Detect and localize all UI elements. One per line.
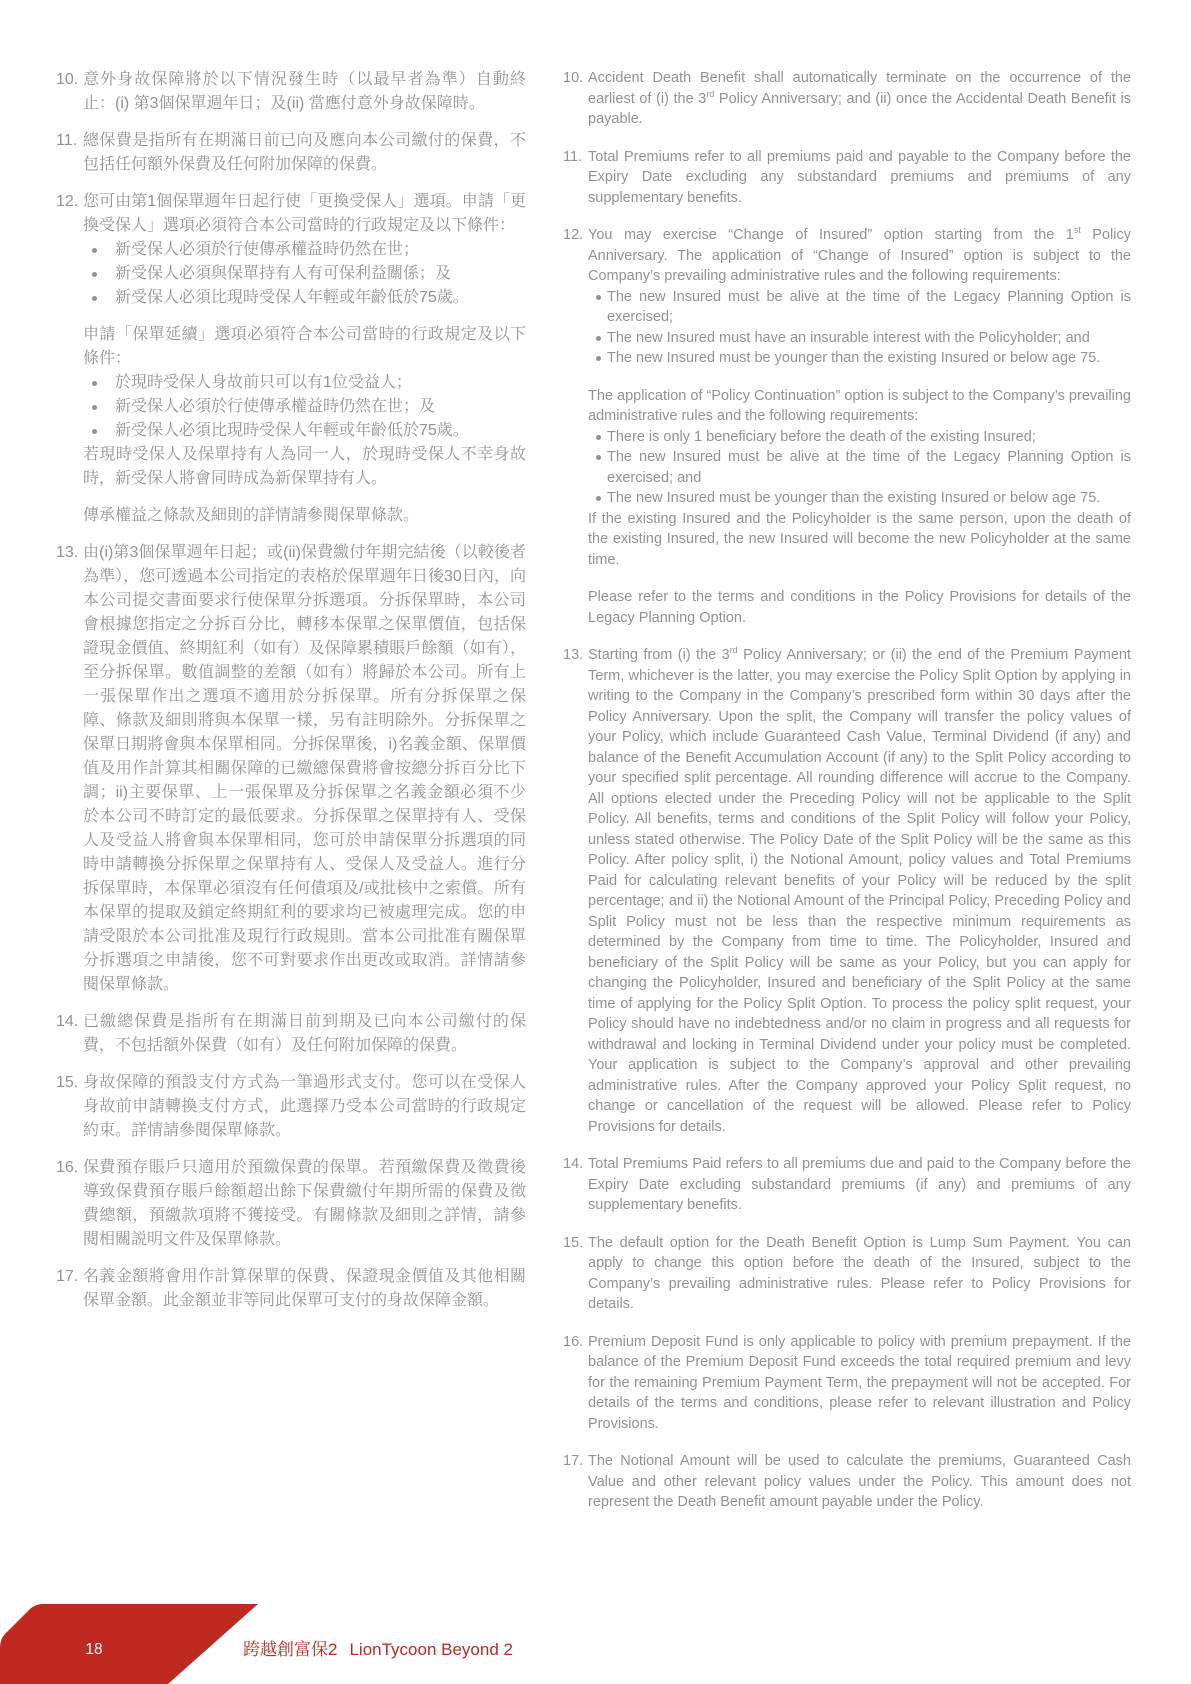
footnote-item (563, 1332, 1131, 1435)
bullet-item (83, 238, 526, 262)
footnote-paragraph: 您可由第1個保單週年日起行使「更換受保人」選項。申請「更換受保人」選項必須符合本公司當時的行政規定及以下條件： (83, 193, 526, 234)
footnote-number: 17. (56, 1268, 79, 1285)
footnote-number: 15. (563, 1234, 584, 1251)
footnote-body (83, 541, 526, 997)
bullet-dot-cell (588, 447, 607, 488)
footnote-paragraph: 身故保障的預設支付方式為一筆過形式支付。您可以在受保人身故前申請轉換支付方式，此選擇乃受本公司當時的行政規定約束。詳情請參閱保單條款。 (83, 1074, 526, 1139)
footnote-paragraph: 申請「保單延續」選項必須符合本公司當時的行政規定及以下條件： (83, 326, 526, 367)
footnote-item (563, 68, 1131, 130)
ordinal-superscript: st (1073, 225, 1081, 236)
footnote-paragraph: The Notional Amount will be used to calculate the premiums, Guaranteed Cash Value and other relevant policy values under the Policy. This amount does not represent the Death Benefit amount payable under the Policy. (588, 1453, 1131, 1510)
bullet-dot-icon (596, 295, 601, 300)
footnote-number: 16. (56, 1159, 79, 1176)
bullet-dot-cell (588, 488, 607, 509)
footnote-body (588, 1451, 1131, 1513)
footnote-body (588, 68, 1131, 130)
bullet-text: The new Insured must be younger than the existing Insured or below age 75. (607, 350, 1101, 366)
footnote-paragraph: 若現時受保人及保單持有人為同一人，於現時受保人不幸身故時，新受保人將會同時成為新保單持有人。 (83, 446, 526, 487)
bullet-text: 新受保人必須比現時受保人年輕或年齡低於75歲。 (115, 422, 469, 439)
bullet-dot-icon (596, 455, 601, 460)
product-name (243, 1639, 513, 1661)
bullet-item (588, 447, 1131, 488)
bullet-dot-icon (596, 336, 601, 341)
bullet-dot-cell (83, 371, 115, 395)
bullet-item (83, 286, 526, 310)
footnote-item (563, 645, 1131, 1137)
bullet-dot-cell (588, 348, 607, 369)
footnote-body (83, 1156, 526, 1252)
bullet-item (588, 328, 1131, 349)
footnote-paragraph: You may exercise “Change of Insured” option starting from the 1st Policy Anniversary. The application of “Change of Insured” option is subject to the Company’s prevailing administrative rules and the following requirements: (588, 225, 1131, 284)
bullet-item (83, 371, 526, 395)
bullet-text: 新受保人必須於行使傳承權益時仍然在世；及 (115, 398, 436, 415)
footnote-number: 13. (56, 544, 79, 561)
bullet-dot-icon (92, 248, 97, 253)
footnote-body (83, 68, 526, 116)
bullet-dot-icon (92, 272, 97, 277)
bullet-text: 新受保人必須於行使傳承權益時仍然在世； (115, 241, 420, 258)
bullet-text: The new Insured must be alive at the time of the Legacy Planning Option is exercised; (607, 288, 1131, 325)
bullet-list (83, 238, 526, 310)
bullet-text: 於現時受保人身故前只可以有1位受益人； (115, 374, 412, 391)
footnote-number: 10. (563, 70, 584, 86)
bullet-dot-icon (596, 496, 601, 501)
bullet-item (83, 395, 526, 419)
footnote-item (56, 541, 526, 997)
page-number: 18 (85, 1641, 103, 1658)
bullet-item (588, 427, 1131, 448)
bullet-item (83, 262, 526, 286)
ordinal-superscript: rd (729, 645, 738, 656)
bullet-dot-cell (83, 238, 115, 262)
footnote-number: 14. (563, 1156, 584, 1172)
footnote-paragraph: The default option for the Death Benefit Option is Lump Sum Payment. You can apply to change this option before the death of the Insured, subject to the Company’s prevailing administrative rules. Please refer to Policy Provisions for details. (588, 1234, 1131, 1312)
footnote-item (56, 1265, 526, 1313)
bullet-dot-icon (92, 296, 97, 301)
footnote-paragraph: Total Premiums refer to all premiums paid and payable to the Company before the Expiry Date excluding any substandard premiums and premiums of any supplementary benefits. (588, 148, 1131, 206)
bullet-text: 新受保人必須比現時受保人年輕或年齡低於75歲。 (115, 289, 469, 306)
footnote-number: 10. (56, 71, 79, 88)
bullet-dot-icon (92, 381, 97, 386)
footnote-body (83, 190, 526, 528)
footnote-paragraph: 保費預存賬戶只適用於預繳保費的保單。若預繳保費及徵費後導致保費預存賬戶餘額超出餘下保費繳付年期所需的保費及徵費總額，預繳款項將不獲接受。有關條款及細則之詳情，請參閱相關説明文件及保單條款。 (83, 1159, 526, 1248)
footnote-item (56, 129, 526, 177)
bullet-list (588, 287, 1131, 369)
footnote-item (56, 1156, 526, 1252)
footnote-paragraph: Please refer to the terms and conditions in the Policy Provisions for details of the Legacy Planning Option. (588, 589, 1131, 626)
bullet-item (588, 287, 1131, 328)
bullet-item (588, 348, 1131, 369)
ordinal-superscript: rd (706, 88, 715, 99)
footnote-item (56, 1071, 526, 1143)
product-name-chinese: 跨越創富保2 (243, 1640, 338, 1659)
footnote-body (83, 129, 526, 177)
footnote-number: 14. (56, 1013, 79, 1030)
footnote-body (588, 1233, 1131, 1315)
bullet-text: The new Insured must be younger than the existing Insured or below age 75. (607, 490, 1101, 506)
footnote-item (563, 1233, 1131, 1315)
bullet-dot-icon (92, 405, 97, 410)
footnote-paragraph: Starting from (i) the 3rd Policy Anniversary; or (ii) the end of the Premium Payment Term, whichever is the latter, you may exercise the Policy Split Option by applying in writing to the Company in the Company’s prescribed form within 30 days after the Policy Anniversary. Upon the split, the Company will transfer the policy values of your Policy, which include Guaranteed Cash Value, Terminal Dividend (if any) and balance of the Benefit Accumulation Account (if any) to the Split Policy according to your specified split percentage. All rounding difference will accrue to the Company. All options elected under the Preceding Policy will not be applicable to the Split Policy. All benefits, terms and conditions of the Split Policy will follow your Policy, unless stated otherwise. The Policy Date of the Split Policy will be the same as this Policy. After policy split, i) the Notional Amount, policy values and Total Premiums Paid for calculating relevant benefits of your Policy will be reduced by the split percentage; and ii) the Notional Amount of the Principal Policy, Preceding Policy and Split Policy must not be less than the respective minimum requirements as determined by the Company from time to time. The Policyholder, Insured and beneficiary of the Split Policy will be same as your Policy, but you can apply for changing the Policyholder, Insured and beneficiary of the Split Policy at the same time of applying for the Policy Split Option. To process the policy split request, your Policy should have no indebtedness and/or no claim in progress and all requests for withdrawal and locking in Terminal Dividend under your policy must be completed. Your application is subject to the Company’s approval and other prevailing administrative rules. After the Company approved your Policy Split request, no change or cancellation of the request will be allowed. Please refer to Policy Provisions for details. (588, 645, 1131, 1135)
footnote-number: 15. (56, 1074, 79, 1091)
bullet-dot-cell (83, 262, 115, 286)
footnote-item (56, 68, 526, 116)
bullet-dot-cell (588, 427, 607, 448)
bullet-text: 新受保人必須與保單持有人有可保利益關係；及 (115, 265, 452, 282)
footnote-paragraph: 由(i)第3個保單週年日起；或(ii)保費繳付年期完結後（以較後者為準），您可透過本公司指定的表格於保單週年日後30日內，向本公司提交書面要求行使保單分拆選項。分拆保單時，本公司會根據您指定之分拆百分比，轉移本保單之保單價值，包括保證現金價值、終期紅利（如有）及保障累積賬戶餘額（如有），至分拆保單。數值調整的差額（如有）將歸於本公司。所有上一張保單作出之選項不適用於分拆保單。所有分拆保單之保障、條款及細則將與本保單一樣，另有註明除外。分拆保單之保單日期將會與本保單相同。分拆保單後，i)名義金額、保單價值及用作計算其相關保障的已繳總保費將會按總分拆百分比下調；ii)主要保單、上一張保單及分拆保單之名義金額必須不少於本公司不時訂定的最低要求。分拆保單之保單持有人、受保人及受益人將會與本保單相同，您可於申請保單分拆選項的同時申請轉換分拆保單之保單持有人、受保人及受益人。進行分拆保單時，本保單必須沒有任何債項及/或批核中之索償。所有本保單的提取及鎖定終期紅利的要求均已被處理完成。您的申請受限於本公司批准及現行行政規則。當本公司批准有關保單分拆選項之申請後，您不可對要求作出更改或取消。詳情請參閱保單條款。 (83, 544, 526, 993)
bullet-text: There is only 1 beneficiary before the death of the existing Insured; (607, 428, 1036, 445)
footnotes-column-english (563, 68, 1131, 1530)
product-name-english: LionTycoon Beyond 2 (349, 1640, 513, 1659)
footnote-number: 13. (563, 647, 584, 663)
footnote-paragraph: 傳承權益之條款及細則的詳情請參閱保單條款。 (83, 507, 420, 524)
footnote-number: 11. (563, 148, 583, 165)
footnote-item (563, 1451, 1131, 1513)
footnote-paragraph: Accident Death Benefit shall automatically terminate on the occurrence of the earliest of (i) the 3rd Policy Anniversary; and (ii) once the Accidental Death Benefit is payable. (588, 70, 1131, 127)
bullet-item (83, 419, 526, 443)
bullet-dot-icon (596, 356, 601, 361)
footnote-item (56, 190, 526, 528)
footnote-number: 12. (563, 227, 584, 243)
bullet-dot-icon (596, 435, 601, 440)
footnote-paragraph: 總保費是指所有在期滿日前已向及應向本公司繳付的保費，不包括任何額外保費及任何附加保障的保費。 (83, 132, 526, 173)
bullet-dot-icon (92, 429, 97, 434)
footnote-body (588, 1332, 1131, 1435)
footnote-number: 12. (56, 193, 79, 210)
bullet-text: The new Insured must be alive at the time of the Legacy Planning Option is exercised; and (607, 449, 1131, 486)
footer-ribbon-shape (0, 1604, 258, 1684)
footnote-item (563, 225, 1131, 628)
bullet-dot-cell (83, 419, 115, 443)
bullet-list (588, 427, 1131, 509)
footnote-item (563, 147, 1131, 209)
bullet-text: The new Insured must have an insurable interest with the Policyholder; and (607, 329, 1090, 346)
footnote-body (83, 1071, 526, 1143)
bullet-dot-cell (83, 286, 115, 310)
bullet-item (588, 488, 1131, 509)
footnote-body (83, 1010, 526, 1058)
footnote-paragraph: The application of “Policy Continuation” option is subject to the Company’s prevailing administrative rules and the following requirements: (588, 387, 1131, 424)
footnote-item (56, 1010, 526, 1058)
footnote-item (563, 1154, 1131, 1216)
footnote-body (588, 645, 1131, 1137)
bullet-dot-cell (588, 328, 607, 349)
bullet-dot-cell (83, 395, 115, 419)
footnote-paragraph: Premium Deposit Fund is only applicable to policy with premium prepayment. If the balance of the Premium Deposit Fund exceeds the total required premium and levy for the remaining Premium Payment Term, the prepayment will not be accepted. For details of the terms and conditions, please refer to relevant illustration and Policy Provisions. (588, 1333, 1131, 1432)
footnote-number: 16. (563, 1333, 584, 1350)
footnote-body (588, 225, 1131, 628)
footnote-number: 17. (563, 1453, 584, 1469)
footnote-body (588, 1154, 1131, 1216)
bullet-list (83, 371, 526, 443)
footnote-body (83, 1265, 526, 1313)
bullet-dot-cell (588, 287, 607, 328)
footnote-paragraph: 已繳總保費是指所有在期滿日前到期及已向本公司繳付的保費，不包括額外保費（如有）及任何附加保障的保費。 (83, 1013, 526, 1054)
footnote-paragraph: Total Premiums Paid refers to all premiums due and paid to the Company before the Expiry Date excluding substandard premiums (if any) and premiums of any supplementary benefits. (588, 1156, 1131, 1213)
footnote-paragraph: 名義金額將會用作計算保單的保費、保證現金價值及其他相關保單金額。此金額並非等同此保單可支付的身故保障金額。 (83, 1268, 526, 1309)
footnote-number: 11. (56, 132, 78, 149)
footnotes-column-chinese (56, 68, 526, 1326)
footnote-body (588, 147, 1131, 209)
footnote-paragraph: If the existing Insured and the Policyholder is the same person, upon the death of the existing Insured, the new Insured will become the new Policyholder at the same time. (588, 510, 1131, 568)
footnote-paragraph: 意外身故保障將於以下情況發生時（以最早者為準）自動終止：(i) 第3個保單週年日；及(ii) 當應付意外身故保障時。 (83, 71, 526, 112)
